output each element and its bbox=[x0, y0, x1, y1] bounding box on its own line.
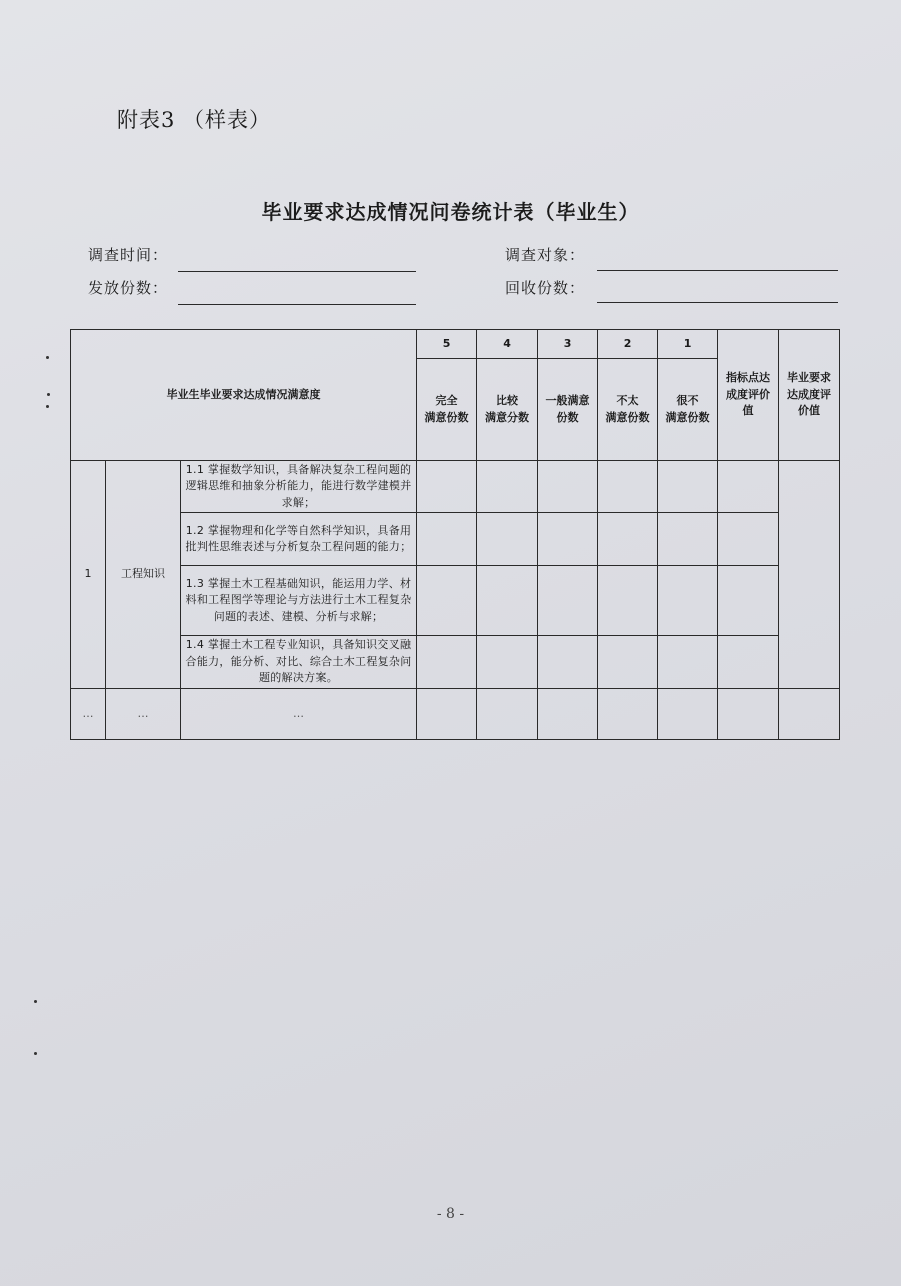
recovered-count-line bbox=[597, 302, 838, 303]
table-cell bbox=[477, 461, 538, 513]
issued-count-line bbox=[178, 304, 416, 305]
table-cell bbox=[658, 513, 718, 566]
table-cell bbox=[598, 513, 658, 566]
page-number: - 8 - bbox=[436, 1206, 465, 1222]
table-row bbox=[71, 461, 840, 513]
survey-time-line bbox=[178, 271, 416, 272]
neutral-count-header: 一般满意 份数 bbox=[538, 359, 598, 461]
category-cell: 工程知识 bbox=[106, 461, 181, 689]
binding-mark bbox=[46, 356, 49, 359]
score-5: 5 bbox=[417, 330, 477, 359]
score-1: 1 bbox=[658, 330, 718, 359]
table-cell bbox=[598, 689, 658, 740]
table-cell bbox=[598, 461, 658, 513]
table-cell bbox=[658, 636, 718, 689]
table-cell bbox=[538, 689, 598, 740]
table-cell bbox=[477, 636, 538, 689]
table-cell bbox=[538, 636, 598, 689]
table-cell bbox=[477, 513, 538, 566]
table-cell bbox=[658, 689, 718, 740]
table-cell bbox=[477, 689, 538, 740]
satisfaction-header: 毕业生毕业要求达成情况满意度 bbox=[71, 330, 417, 461]
document-title: 毕业要求达成情况问卷统计表（毕业生） bbox=[261, 200, 640, 224]
table-cell bbox=[538, 566, 598, 636]
table-cell bbox=[538, 461, 598, 513]
table-cell bbox=[598, 566, 658, 636]
score-4: 4 bbox=[477, 330, 538, 359]
table-row bbox=[71, 513, 840, 566]
survey-table bbox=[70, 329, 840, 740]
indicator-evaluation-header: 指标点达 成度评价 值 bbox=[718, 330, 779, 461]
table-cell bbox=[598, 636, 658, 689]
table-cell bbox=[658, 566, 718, 636]
requirement-evaluation-cell bbox=[779, 461, 840, 689]
row-number: 1 bbox=[71, 461, 106, 689]
table-cell bbox=[417, 689, 477, 740]
table-cell bbox=[718, 566, 779, 636]
table-cell bbox=[718, 461, 779, 513]
table-cell bbox=[538, 513, 598, 566]
indicator-item: 1.2 掌握物理和化学等自然科学知识，具备用批判性思维表述与分析复杂工程问题的能力； bbox=[181, 513, 417, 566]
score-3: 3 bbox=[538, 330, 598, 359]
requirement-evaluation-header: 毕业要求 达成度评 价值 bbox=[779, 330, 840, 461]
table-cell bbox=[718, 689, 779, 740]
survey-target-label: 调查对象： bbox=[505, 246, 586, 264]
binding-mark bbox=[34, 1052, 37, 1055]
not-very-satisfied-count-header: 不太 满意份数 bbox=[598, 359, 658, 461]
table-cell bbox=[417, 461, 477, 513]
issued-count-label: 发放份数： bbox=[88, 279, 169, 297]
survey-target-line bbox=[597, 270, 838, 271]
appendix-label: 附表3 （样表） bbox=[117, 108, 272, 132]
table-cell bbox=[718, 636, 779, 689]
table-cell bbox=[718, 513, 779, 566]
table-cell bbox=[658, 461, 718, 513]
fully-satisfied-count-header: 完全 满意份数 bbox=[417, 359, 477, 461]
very-dissatisfied-count-header: 很不 满意份数 bbox=[658, 359, 718, 461]
ellipsis-cell: … bbox=[71, 689, 106, 740]
table-cell bbox=[779, 689, 840, 740]
indicator-item: 1.4 掌握土木工程专业知识，具备知识交叉融合能力，能分析、对比、综合土木工程复杂问题的解决方案。 bbox=[181, 636, 417, 689]
table-row bbox=[71, 689, 840, 740]
recovered-count-label: 回收份数： bbox=[505, 279, 586, 297]
indicator-item: 1.1 掌握数学知识，具备解决复杂工程问题的逻辑思维和抽象分析能力，能进行数学建模并求解； bbox=[181, 461, 417, 513]
fairly-satisfied-count-header: 比较 满意分数 bbox=[477, 359, 538, 461]
table-cell bbox=[417, 566, 477, 636]
ellipsis-cell: … bbox=[181, 689, 417, 740]
survey-time-label: 调查时间： bbox=[88, 246, 169, 264]
table-row bbox=[71, 636, 840, 689]
binding-mark bbox=[34, 1000, 37, 1003]
binding-mark bbox=[46, 405, 49, 408]
table-cell bbox=[417, 636, 477, 689]
binding-mark bbox=[47, 393, 50, 396]
ellipsis-cell: … bbox=[106, 689, 181, 740]
score-2: 2 bbox=[598, 330, 658, 359]
table-row bbox=[71, 566, 840, 636]
table-cell bbox=[477, 566, 538, 636]
indicator-item: 1.3 掌握土木工程基础知识，能运用力学、材料和工程图学等理论与方法进行土木工程复杂问题的表述、建模、分析与求解； bbox=[181, 566, 417, 636]
table-cell bbox=[417, 513, 477, 566]
